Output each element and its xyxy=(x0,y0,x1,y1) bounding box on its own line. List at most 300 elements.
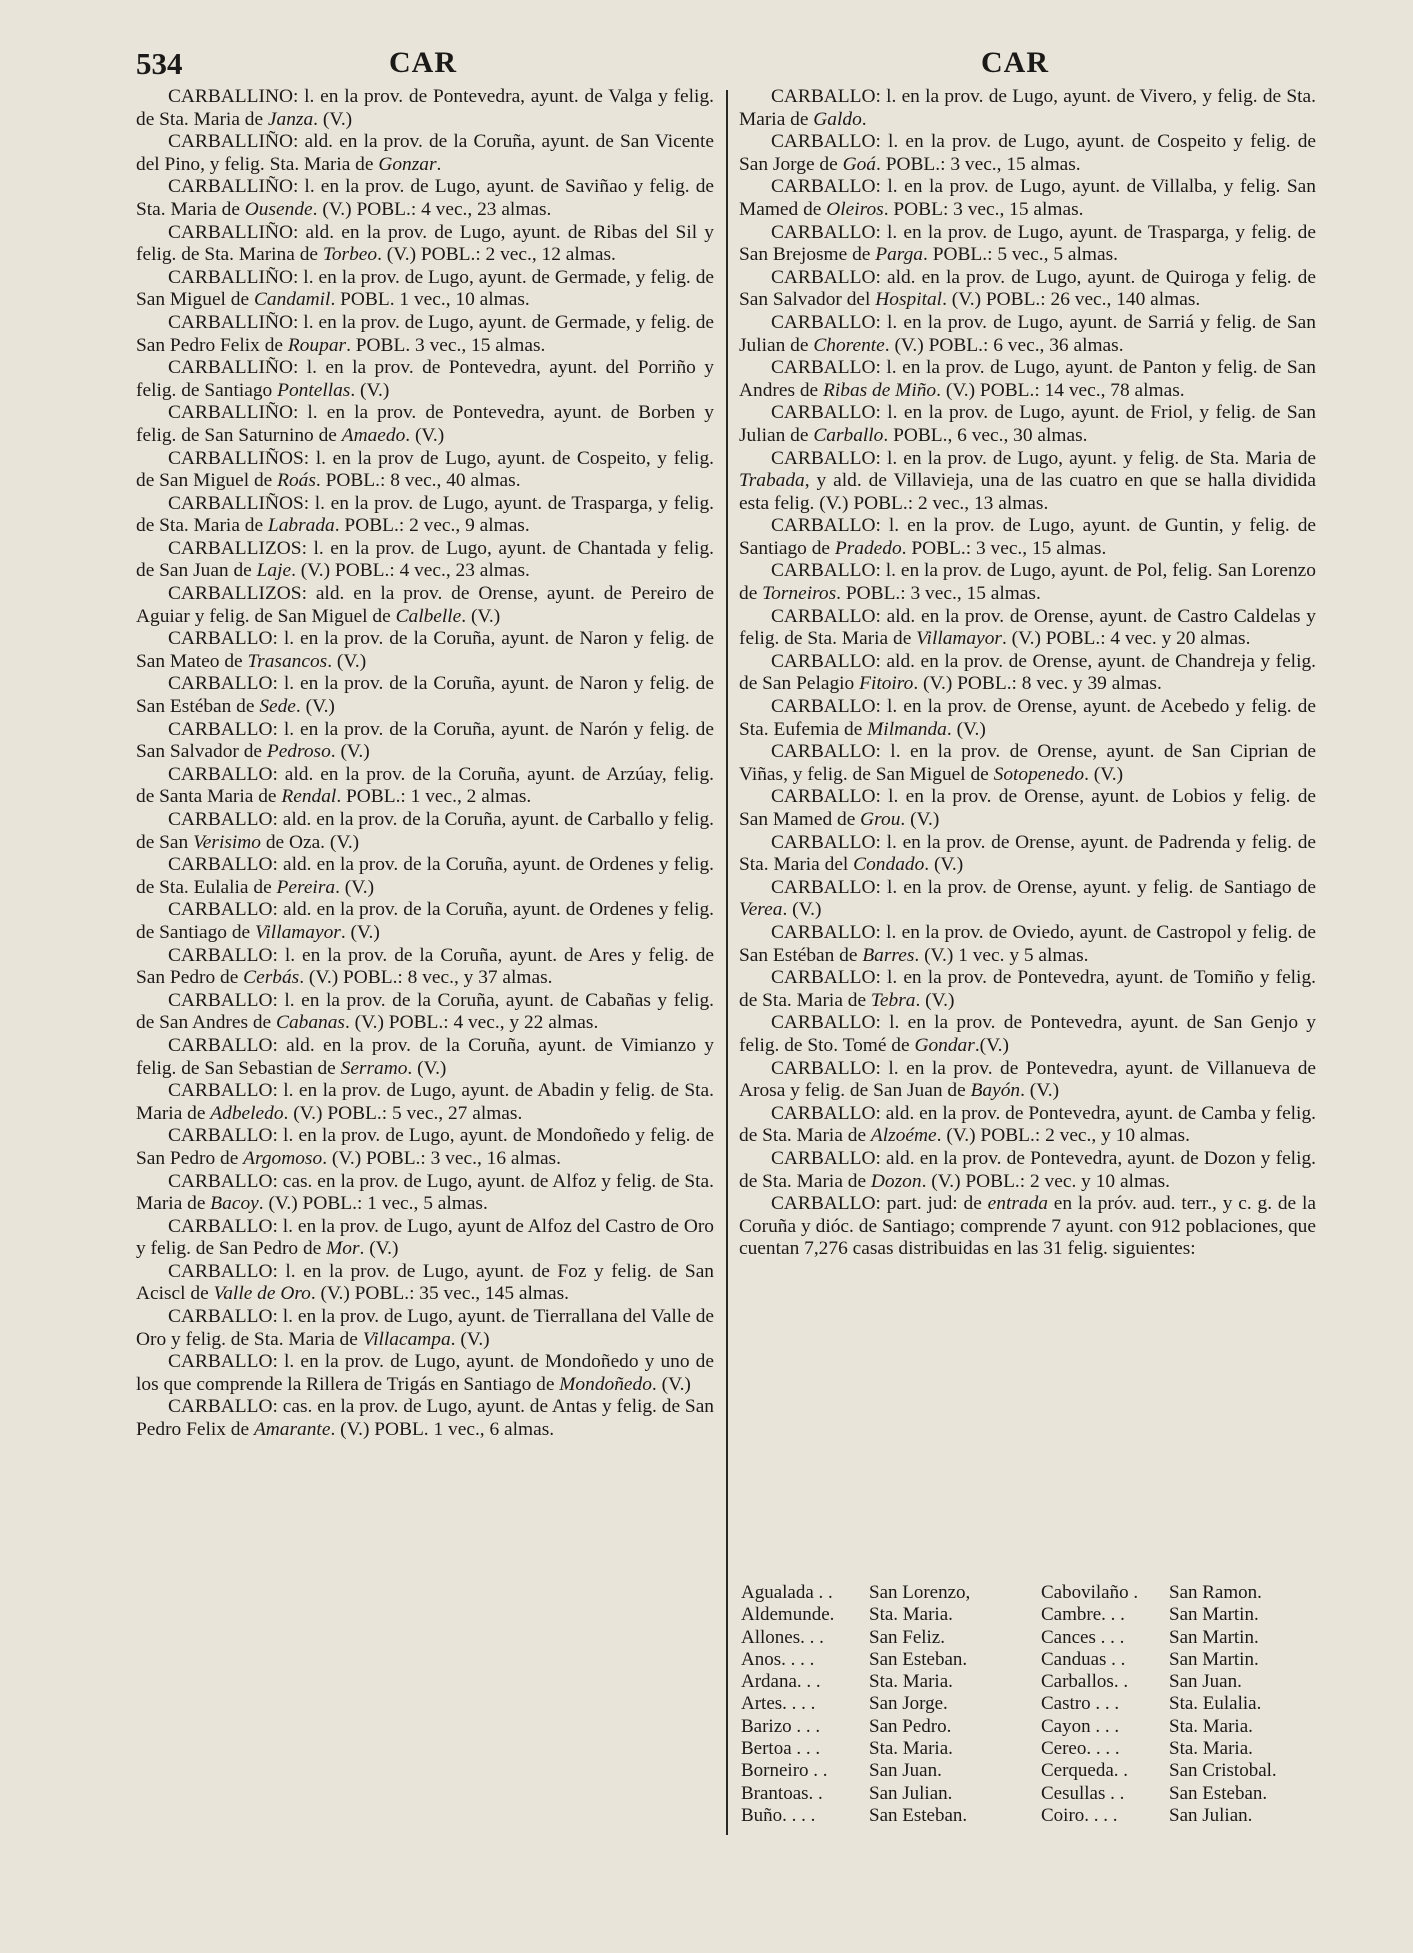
parish-place: Cayon . . . xyxy=(1041,1715,1120,1737)
entry-text: ald. en la prov. de la Coruña, ayunt. de Ordenes y felig. de Santiago de xyxy=(136,899,714,943)
entry-text: ald. en la prov. de Lugo, ayunt. de Quiroga y felig. de San Salvador del xyxy=(739,266,1316,311)
entry-parish-name: Dozon xyxy=(870,1170,922,1192)
entry-text: l. en la prov. de Oviedo, ayunt. de Castropol y felig. de San Estéban de xyxy=(739,921,1316,966)
entry-text: l. en la prov. de Lugo, ayunt. de Mondoñedo y felig. de San Pedro de xyxy=(136,1125,714,1169)
entry-headword: CARBALLO: xyxy=(168,1125,278,1147)
entry-headword: CARBALLO: xyxy=(168,1351,278,1373)
entry-parish-name: Labrada xyxy=(267,515,335,537)
entry-parish-name: Ousende xyxy=(244,198,313,220)
entry-text: ald. en la prov. de la Coruña, ayunt. de Vimianzo y felig. de San Sebastian de xyxy=(136,1034,714,1079)
entry-text: . (V.) xyxy=(407,1057,447,1079)
entry-headword: CARBALLO: xyxy=(771,311,881,333)
entry-headword: CARBALLO: xyxy=(168,854,278,876)
parish-row xyxy=(741,1604,1011,1626)
parish-saint: San Jorge. xyxy=(869,1693,948,1715)
column-divider xyxy=(726,90,728,1835)
entry-text: . (V.) POBL.: 2 vec., 12 almas. xyxy=(377,244,616,266)
entry-text: l. en la prov. de Lugo, ayunt. de Pol, felig. San Lorenzo de xyxy=(739,560,1316,605)
entry-text: . (V.) POBL.: 4 vec., 23 almas. xyxy=(291,560,530,582)
entry-text: l. en la prov. de la Coruña, ayunt. de Ares y felig. de San Pedro de xyxy=(136,944,714,989)
entry-text: . (V.) POBL.: 35 vec., 145 almas. xyxy=(310,1283,569,1305)
entry-headword: CARBALLIÑO: xyxy=(168,266,299,288)
parish-row xyxy=(1041,1716,1316,1738)
dictionary-entry xyxy=(136,899,714,944)
entry-text: ald. en la prov. de Orense, ayunt. de Chandreja y felig. de San Pelagio xyxy=(739,650,1316,695)
parish-place: Ardana. . . xyxy=(741,1671,821,1693)
entry-parish-name: Alzoéme xyxy=(870,1125,937,1147)
entry-parish-name: Torneiros xyxy=(762,583,837,605)
dictionary-entry xyxy=(136,493,714,538)
entry-text: l. en la prov. de Lugo, ayunt. de Sarriá y felig. de San Julian de xyxy=(739,311,1316,356)
entry-parish-name: Serramo xyxy=(340,1057,408,1079)
parish-place: Brantoas. . xyxy=(741,1782,823,1804)
dictionary-entry xyxy=(739,786,1316,831)
parish-saint: San Lorenzo, xyxy=(869,1582,971,1603)
parish-place: Barizo . . . xyxy=(741,1715,821,1737)
dictionary-entry xyxy=(739,1012,1316,1057)
entry-headword: CARBALLO: xyxy=(168,673,278,695)
entry-parish-name: Amaedo xyxy=(341,424,406,446)
entry-text: l. en la prov. de Pontevedra, ayunt. de Borben y felig. de San Saturnino de xyxy=(136,402,714,446)
entry-text: . (V.) POBL.: 2 vec., y 10 almas. xyxy=(936,1125,1190,1147)
entry-headword: CARBALLO: xyxy=(168,944,278,966)
entry-text: . (V.) POBL.: 1 vec., 5 almas. xyxy=(258,1193,488,1215)
right-column xyxy=(739,86,1316,1261)
entry-headword: CARBALLO: xyxy=(771,266,881,288)
entry-headword: CARBALLO: xyxy=(168,1306,278,1328)
entry-parish-name: Grou xyxy=(860,809,901,830)
parish-row xyxy=(741,1627,1011,1649)
page-number: 534 xyxy=(136,46,183,81)
entry-headword: CARBALLINO: xyxy=(168,86,299,107)
entry-text: ald. en la prov. de la Coruña, ayunt. de Carballo y felig. de San xyxy=(136,809,714,853)
dictionary-entry xyxy=(739,515,1316,560)
parish-place: Borneiro . . xyxy=(741,1760,828,1782)
entry-headword: CARBALLO: xyxy=(168,989,278,1011)
entry-headword: CARBALLO: xyxy=(168,1215,278,1237)
dictionary-entry xyxy=(136,1171,714,1216)
dictionary-entry xyxy=(739,448,1316,516)
entry-parish-name: Torbeo xyxy=(322,244,378,266)
entry-text: .(V.) xyxy=(974,1034,1009,1056)
entry-headword: CARBALLIÑO: xyxy=(168,357,299,379)
entry-text: . (V.) xyxy=(295,696,335,718)
entry-text: l. en la prov. de Lugo, ayunt. de Germade, y felig. de San Miguel de xyxy=(136,266,714,311)
entry-text: ald. en la prov. de Orense, ayunt. de Castro Caldelas y felig. de Sta. Maria de xyxy=(739,605,1316,650)
parish-place: Cabovilaño . xyxy=(1041,1582,1139,1603)
parish-column-right xyxy=(1041,1582,1316,1827)
entry-headword: CARBALLO: xyxy=(771,221,881,243)
entry-headword: CARBALLO: xyxy=(771,696,881,718)
parish-saint: San Martin. xyxy=(1169,1626,1259,1648)
dictionary-entry xyxy=(739,312,1316,357)
entry-parish-name: Galdo xyxy=(813,108,862,130)
entry-text: part. jud: de xyxy=(880,1193,988,1215)
entry-text: . (V.) POBL.: 6 vec., 36 almas. xyxy=(884,334,1124,356)
parish-place: Aldemunde. xyxy=(741,1604,835,1626)
entry-parish-name: Calbelle xyxy=(395,605,462,627)
dictionary-entry xyxy=(739,131,1316,176)
entry-text: cas. en la prov. de Lugo, ayunt. de Alfoz y felig. de Sta. Maria de xyxy=(136,1170,714,1215)
parish-row xyxy=(1041,1693,1316,1715)
entry-headword: CARBALLIÑO: xyxy=(168,402,299,424)
parish-place: Agualada . . xyxy=(741,1582,833,1603)
entry-text: . (V.) xyxy=(900,809,940,830)
entry-headword: CARBALLO: xyxy=(168,1080,278,1102)
entry-headword: CARBALLIÑOS: xyxy=(168,492,310,514)
entry-parish-name: Trasancos xyxy=(247,650,328,672)
entry-headword: CARBALLIÑO: xyxy=(168,311,299,333)
entry-parish-name: Gondar xyxy=(914,1034,975,1056)
parish-saint: San Cristobal. xyxy=(1169,1760,1277,1782)
parish-saint: San Juan. xyxy=(869,1760,942,1782)
entry-parish-name: Bayón xyxy=(970,1080,1021,1102)
dictionary-entry xyxy=(136,131,714,176)
entry-headword: CARBALLO: xyxy=(771,650,881,672)
entry-headword: CARBALLO: xyxy=(771,560,881,582)
dictionary-entry xyxy=(136,764,714,809)
dictionary-entry xyxy=(739,86,1316,131)
entry-text: . (V.) xyxy=(782,899,822,921)
entry-text: l. en la prov. de Lugo, ayunt. de Chantada y felig. de San Juan de xyxy=(136,537,714,582)
dictionary-entry xyxy=(739,1103,1316,1148)
entry-parish-name: Verisimo xyxy=(193,831,261,853)
entry-text: ald. en la prov. de Lugo, ayunt. de Ribas del Sil y felig. de Sta. Marina de xyxy=(136,221,714,266)
parish-row xyxy=(1041,1604,1316,1626)
entry-parish-name: Tebra xyxy=(870,989,916,1011)
entry-text: l. en la prov. de Pontevedra, ayunt. de San Genjo y felig. de Sto. Tomé de xyxy=(739,1012,1316,1056)
parish-saint: San Ramon. xyxy=(1169,1582,1262,1603)
entry-text: . POBL. 3 vec., 15 almas. xyxy=(346,334,546,356)
entry-text: . POBL.: 3 vec., 15 almas. xyxy=(876,153,1081,175)
entry-parish-name: Parga xyxy=(875,244,924,266)
dictionary-entry xyxy=(136,222,714,267)
entry-parish-name: Trabada xyxy=(739,470,805,492)
parish-saint: San Esteban. xyxy=(869,1648,968,1670)
entry-headword: CARBALLO: xyxy=(168,1170,278,1192)
entry-parish-name: Candamil xyxy=(253,289,331,311)
entry-text: . (V.) xyxy=(924,854,964,876)
entry-text: . (V.) xyxy=(330,741,370,763)
entry-text: l. en la prov. de Lugo, ayunt de Alfoz del Castro de Oro y felig. de San Pedro de xyxy=(136,1215,714,1260)
entry-text: . (V.) POBL.: 8 vec., y 37 almas. xyxy=(299,967,553,989)
parish-place: Coiro. . . . xyxy=(1041,1804,1118,1826)
entry-text: . (V.) xyxy=(340,921,380,943)
parish-saint: San Juan. xyxy=(1169,1671,1242,1693)
parish-place: Cerqueda. . xyxy=(1041,1760,1129,1782)
parish-saint: San Martin. xyxy=(1169,1648,1259,1670)
entry-parish-name: Valle de Oro xyxy=(213,1283,311,1305)
entry-text: . POBL: 3 vec., 15 almas. xyxy=(883,198,1084,220)
dictionary-entry xyxy=(739,967,1316,1012)
entry-text: l. en la prov. de Lugo, ayunt. de Abadin y felig. de Sta. Maria de xyxy=(136,1080,714,1124)
dictionary-entry xyxy=(739,402,1316,447)
parish-row xyxy=(741,1760,1011,1782)
entry-text: l. en la prov. de Lugo, ayunt. de Germade, y felig. de San Pedro Felix de xyxy=(136,311,714,356)
entry-parish-name: Roupar xyxy=(287,334,347,356)
entry-parish-name: Pradedo xyxy=(834,537,902,559)
entry-text: l. en la prov. de Lugo, ayunt. y felig. de Sta. Maria de xyxy=(880,447,1316,469)
entry-text: l. en la prov. de Lugo, ayunt. de Cospeito y felig. de San Jorge de xyxy=(739,131,1316,175)
entry-headword: CARBALLO: xyxy=(771,131,881,153)
dictionary-entry xyxy=(739,267,1316,312)
entry-parish-name: Goá xyxy=(842,153,876,175)
parish-row xyxy=(1041,1582,1316,1604)
parish-place: Cesullas . . xyxy=(1041,1782,1125,1804)
entry-text: en la próv. aud. terr., y c. g. de la Coruña y dióc. de Santiago; comprende 7 ayunt. con 912 poblaciones, que cuentan 7,276 casas distribuidas en las 31 felig. siguientes: xyxy=(739,1193,1316,1260)
entry-parish-name: Roás xyxy=(277,470,316,492)
entry-text: ald. en la prov. de la Coruña, ayunt. de Ordenes y felig. de Sta. Eulalia de xyxy=(136,854,714,898)
parish-place: Castro . . . xyxy=(1041,1693,1120,1715)
entry-text: l. en la prov. de la Coruña, ayunt. de Cabañas y felig. de San Andres de xyxy=(136,989,714,1034)
parish-saint: San Feliz. xyxy=(869,1626,945,1648)
entry-headword: CARBALLIZOS: xyxy=(168,537,307,559)
entry-parish-name: Rendal xyxy=(281,786,337,808)
entry-parish-name: Gonzar xyxy=(378,153,437,175)
entry-text: ald. en la prov. de Pontevedra, ayunt. de Camba y felig. de Sta. Maria de xyxy=(739,1102,1316,1147)
parish-place: Allones. . . xyxy=(741,1626,824,1648)
entry-text: . POBL.: 2 vec., 9 almas. xyxy=(334,515,530,537)
entry-text: . (V.) xyxy=(915,989,955,1011)
parish-row xyxy=(1041,1760,1316,1782)
parish-saint: Sta. Eulalia. xyxy=(1169,1693,1262,1715)
entry-headword: CARBALLO: xyxy=(771,1102,881,1124)
entry-parish-name: Sede xyxy=(259,696,296,718)
entry-parish-name: Carballo xyxy=(813,424,884,446)
parish-saint: Sta. Maria. xyxy=(869,1738,953,1760)
entry-headword: CARBALLIZOS: xyxy=(168,583,307,605)
entry-text: l. en la prov. de Lugo, ayunt. de Villalba, y felig. San Mamed de xyxy=(739,176,1316,220)
entry-headword: CARBALLO: xyxy=(771,921,881,943)
dictionary-entry xyxy=(739,606,1316,651)
parish-place: Cances . . . xyxy=(1041,1626,1125,1648)
entry-text: l. en la prov de Lugo, ayunt. de Cospeito, y felig. de San Miguel de xyxy=(136,447,714,492)
entry-parish-name: Villacampa xyxy=(362,1328,451,1350)
parish-row xyxy=(741,1693,1011,1715)
dictionary-entry xyxy=(136,719,714,764)
entry-text: l. en la prov. de Lugo, ayunt. de Trasparga, y felig. de Sta. Maria de xyxy=(136,492,714,537)
entry-text: . (V.) xyxy=(461,605,501,627)
entry-text: . (V.) xyxy=(335,876,375,898)
entry-text: . (V.) POBL.: 4 vec., 23 almas. xyxy=(312,198,552,220)
entry-parish-name: Amarante xyxy=(253,1419,331,1441)
parish-saint: San Martin. xyxy=(1169,1604,1259,1626)
parish-saint: Sta. Maria. xyxy=(869,1604,953,1626)
parish-saint: Sta. Maria. xyxy=(869,1671,953,1693)
entry-text: . (V.) xyxy=(327,650,367,672)
entry-text: l. en la prov. de Lugo, ayunt. de Trasparga, y felig. de San Brejosme de xyxy=(739,221,1316,266)
entry-parish-name: Adbeledo xyxy=(210,1102,284,1124)
entry-headword: CARBALLIÑO: xyxy=(168,176,299,198)
entry-headword: CARBALLO: xyxy=(771,402,881,424)
entry-headword: CARBALLO: xyxy=(771,447,881,469)
parish-saint: San Esteban. xyxy=(1169,1782,1268,1804)
entry-text: . xyxy=(436,153,442,175)
entry-parish-name: Ribas de Miño xyxy=(823,379,937,401)
entry-parish-name: Laje xyxy=(256,560,292,582)
entry-parish-name: Chorente xyxy=(813,334,885,356)
parish-row xyxy=(1041,1805,1316,1827)
parish-place: Carballos. . xyxy=(1041,1671,1129,1693)
entry-text: l. en la prov. de Orense, ayunt. de Padrenda y felig. de Sta. Maria del xyxy=(739,831,1316,876)
entry-text: . POBL. 1 vec., 10 almas. xyxy=(330,289,530,311)
entry-text: l. en la prov. de Orense, ayunt. de San Ciprian de Viñas, y felig. de San Miguel de xyxy=(739,741,1316,785)
entry-text: , y ald. de Villavieja, una de las cuatro en que se halla dividida esta felig. (V.) POBL.: 2 vec., 13 almas. xyxy=(739,470,1316,514)
entry-parish-name: Villamayor xyxy=(255,921,341,943)
entry-parish-name: Mor xyxy=(326,1238,360,1260)
parish-saint: Sta. Maria. xyxy=(1169,1715,1253,1737)
entry-text: . (V.) xyxy=(651,1373,691,1395)
entry-text: ald. en la prov. de Orense, ayunt. de Pereiro de Aguiar y felig. de San Miguel de xyxy=(136,583,714,627)
entry-text: l. en la prov. de la Coruña, ayunt. de Narón y felig. de San Salvador de xyxy=(136,718,714,763)
entry-text: l. en la prov. de Pontevedra, ayunt. de Tomiño y felig. de Sta. Maria de xyxy=(739,967,1316,1011)
entry-headword: CARBALLO: xyxy=(771,1147,881,1169)
parish-saint: San Pedro. xyxy=(869,1715,952,1737)
dictionary-entry xyxy=(739,222,1316,267)
entry-text: . (V.) POBL.: 4 vec., y 22 almas. xyxy=(344,1012,599,1034)
entry-text: . (V.) xyxy=(1084,763,1124,785)
dictionary-entry xyxy=(739,741,1316,786)
entry-parish-name: Cabanas xyxy=(276,1012,345,1034)
parish-saint: San Julian. xyxy=(1169,1804,1253,1826)
entry-text: . (V.) xyxy=(350,379,390,401)
dictionary-entry xyxy=(739,357,1316,402)
entry-parish-name: entrada xyxy=(987,1193,1048,1215)
entry-text: . POBL.: 5 vec., 5 almas. xyxy=(923,244,1118,266)
parish-place: Artes. . . . xyxy=(741,1693,816,1715)
entry-text: . POBL., 6 vec., 30 almas. xyxy=(883,424,1088,446)
entry-text: l. en la prov. de Lugo, ayunt. de Friol, y felig. de San Julian de xyxy=(739,402,1316,446)
dictionary-entry xyxy=(136,673,714,718)
entry-headword: CARBALLO: xyxy=(771,176,881,198)
entry-headword: CARBALLO: xyxy=(771,741,881,763)
entry-headword: CARBALLO: xyxy=(771,1193,881,1215)
dictionary-entry xyxy=(136,176,714,221)
dictionary-entry xyxy=(739,1193,1316,1261)
dictionary-entry xyxy=(136,809,714,854)
entry-headword: CARBALLO: xyxy=(771,357,881,379)
parish-place: Cereo. . . . xyxy=(1041,1738,1120,1760)
entry-text: l. en la prov. de la Coruña, ayunt. de Naron y felig. de San Estéban de xyxy=(136,673,714,718)
entry-parish-name: Cerbás xyxy=(243,967,300,989)
entry-text: . POBL.: 3 vec., 15 almas. xyxy=(836,583,1041,605)
dictionary-entry xyxy=(739,696,1316,741)
entry-parish-name: Mondoñedo xyxy=(559,1373,652,1395)
entry-text: . (V.) POBL.: 8 vec. y 39 almas. xyxy=(913,673,1162,695)
entry-text: . (V.) xyxy=(405,424,445,446)
entry-parish-name: Janza xyxy=(267,108,314,130)
entry-parish-name: Milmanda xyxy=(867,718,947,740)
entry-text: de Oza. (V.) xyxy=(260,831,360,853)
dictionary-entry xyxy=(136,583,714,628)
dictionary-entry xyxy=(739,832,1316,877)
parish-row xyxy=(1041,1671,1316,1693)
parish-row xyxy=(741,1582,1011,1604)
parish-row xyxy=(741,1649,1011,1671)
page-header xyxy=(136,46,1312,86)
dictionary-entry xyxy=(136,1351,714,1396)
entry-headword: CARBALLO: xyxy=(168,899,278,921)
entry-headword: CARBALLIÑO: xyxy=(168,221,299,243)
entry-parish-name: Pontellas xyxy=(277,379,351,401)
dictionary-entry xyxy=(136,1125,714,1170)
dictionary-entry xyxy=(136,357,714,402)
entry-text: . POBL.: 1 vec., 2 almas. xyxy=(336,786,532,808)
entry-headword: CARBALLO: xyxy=(168,809,278,830)
parish-row xyxy=(1041,1783,1316,1805)
entry-parish-name: Villamayor xyxy=(916,628,1002,650)
entry-headword: CARBALLO: xyxy=(168,1260,278,1282)
entry-parish-name: Verea xyxy=(739,899,783,921)
entry-parish-name: Fitoiro xyxy=(859,673,914,695)
parish-row xyxy=(741,1738,1011,1760)
entry-text: . xyxy=(861,108,867,130)
entry-parish-name: Argomoso xyxy=(243,1147,323,1169)
entry-headword: CARBALLO: xyxy=(168,1396,278,1418)
dictionary-entry xyxy=(136,1035,714,1080)
dictionary-entry xyxy=(136,448,714,493)
parish-row xyxy=(1041,1738,1316,1760)
dictionary-entry xyxy=(136,990,714,1035)
entry-parish-name: Bacoy xyxy=(210,1193,259,1215)
dictionary-entry xyxy=(136,1306,714,1351)
entry-text: l. en la prov. de Lugo, ayunt. de Tierrallana del Valle de Oro y felig. de Sta. Maria de xyxy=(136,1306,714,1350)
dictionary-entry xyxy=(136,402,714,447)
entry-headword: CARBALLO: xyxy=(771,876,881,898)
parish-saint: Sta. Maria. xyxy=(1169,1738,1253,1760)
parish-column-left xyxy=(741,1582,1011,1827)
dictionary-entry xyxy=(739,1058,1316,1103)
entry-headword: CARBALLO: xyxy=(771,786,881,808)
parish-saint: San Esteban. xyxy=(869,1804,968,1826)
entry-text: l. en la prov. de Orense, ayunt. de Lobios y felig. de San Mamed de xyxy=(739,786,1316,830)
parish-row xyxy=(1041,1649,1316,1671)
entry-text: . (V.) xyxy=(450,1328,490,1350)
dictionary-entry xyxy=(136,1261,714,1306)
entry-parish-name: Sotopenedo xyxy=(993,763,1085,785)
entry-parish-name: Barres xyxy=(862,944,915,966)
entry-text: . POBL.: 8 vec., 40 almas. xyxy=(315,470,521,492)
entry-text: . (V.) POBL.: 3 vec., 16 almas. xyxy=(322,1147,561,1169)
parish-row xyxy=(1041,1627,1316,1649)
dictionary-entry xyxy=(136,538,714,583)
dictionary-entry xyxy=(136,312,714,357)
entry-headword: CARBALLO: xyxy=(168,1034,278,1056)
entry-text: l. en la prov. de Lugo, ayunt. de Foz y felig. de San Aciscl de xyxy=(136,1260,714,1305)
entry-text: ald. en la prov. de Pontevedra, ayunt. de Dozon y felig. de Sta. Maria de xyxy=(739,1147,1316,1192)
entry-text: . (V.) POBL.: 26 vec., 140 almas. xyxy=(942,289,1201,311)
parish-saint: San Julian. xyxy=(869,1782,953,1804)
parish-place: Cambre. . . xyxy=(1041,1604,1125,1626)
entry-text: l. en la prov. de Pontevedra, ayunt. del Porriño y felig. de Santiago xyxy=(136,357,714,401)
entry-text: . (V.) POBL.: 4 vec. y 20 almas. xyxy=(1001,628,1251,650)
running-head-right: CAR xyxy=(981,46,1049,79)
entry-text: l. en la prov. de Orense, ayunt. y felig. de Santiago de xyxy=(880,876,1316,898)
dictionary-entry xyxy=(136,267,714,312)
entry-text: ald. en la prov. de la Coruña, ayunt. de San Vicente del Pino, y felig. Sta. Maria de xyxy=(136,131,714,175)
entry-text: . (V.) POBL. 1 vec., 6 almas. xyxy=(330,1419,555,1441)
entry-headword: CARBALLIÑOS: xyxy=(168,447,310,469)
entry-text: cas. en la prov. de Lugo, ayunt. de Antas y felig. de San Pedro Felix de xyxy=(136,1396,714,1441)
dictionary-entry xyxy=(739,1148,1316,1193)
entry-text: . (V.) POBL.: 2 vec. y 10 almas. xyxy=(921,1170,1171,1192)
entry-headword: CARBALLO: xyxy=(168,628,278,650)
entry-text: . (V.) xyxy=(946,718,986,740)
entry-headword: CARBALLO: xyxy=(771,831,881,853)
left-column xyxy=(136,86,714,1442)
entry-text: l. en la prov. de Orense, ayunt. de Acebedo y felig. de Sta. Eufemia de xyxy=(739,696,1316,740)
entry-text: . (V.) POBL.: 5 vec., 27 almas. xyxy=(283,1102,523,1124)
